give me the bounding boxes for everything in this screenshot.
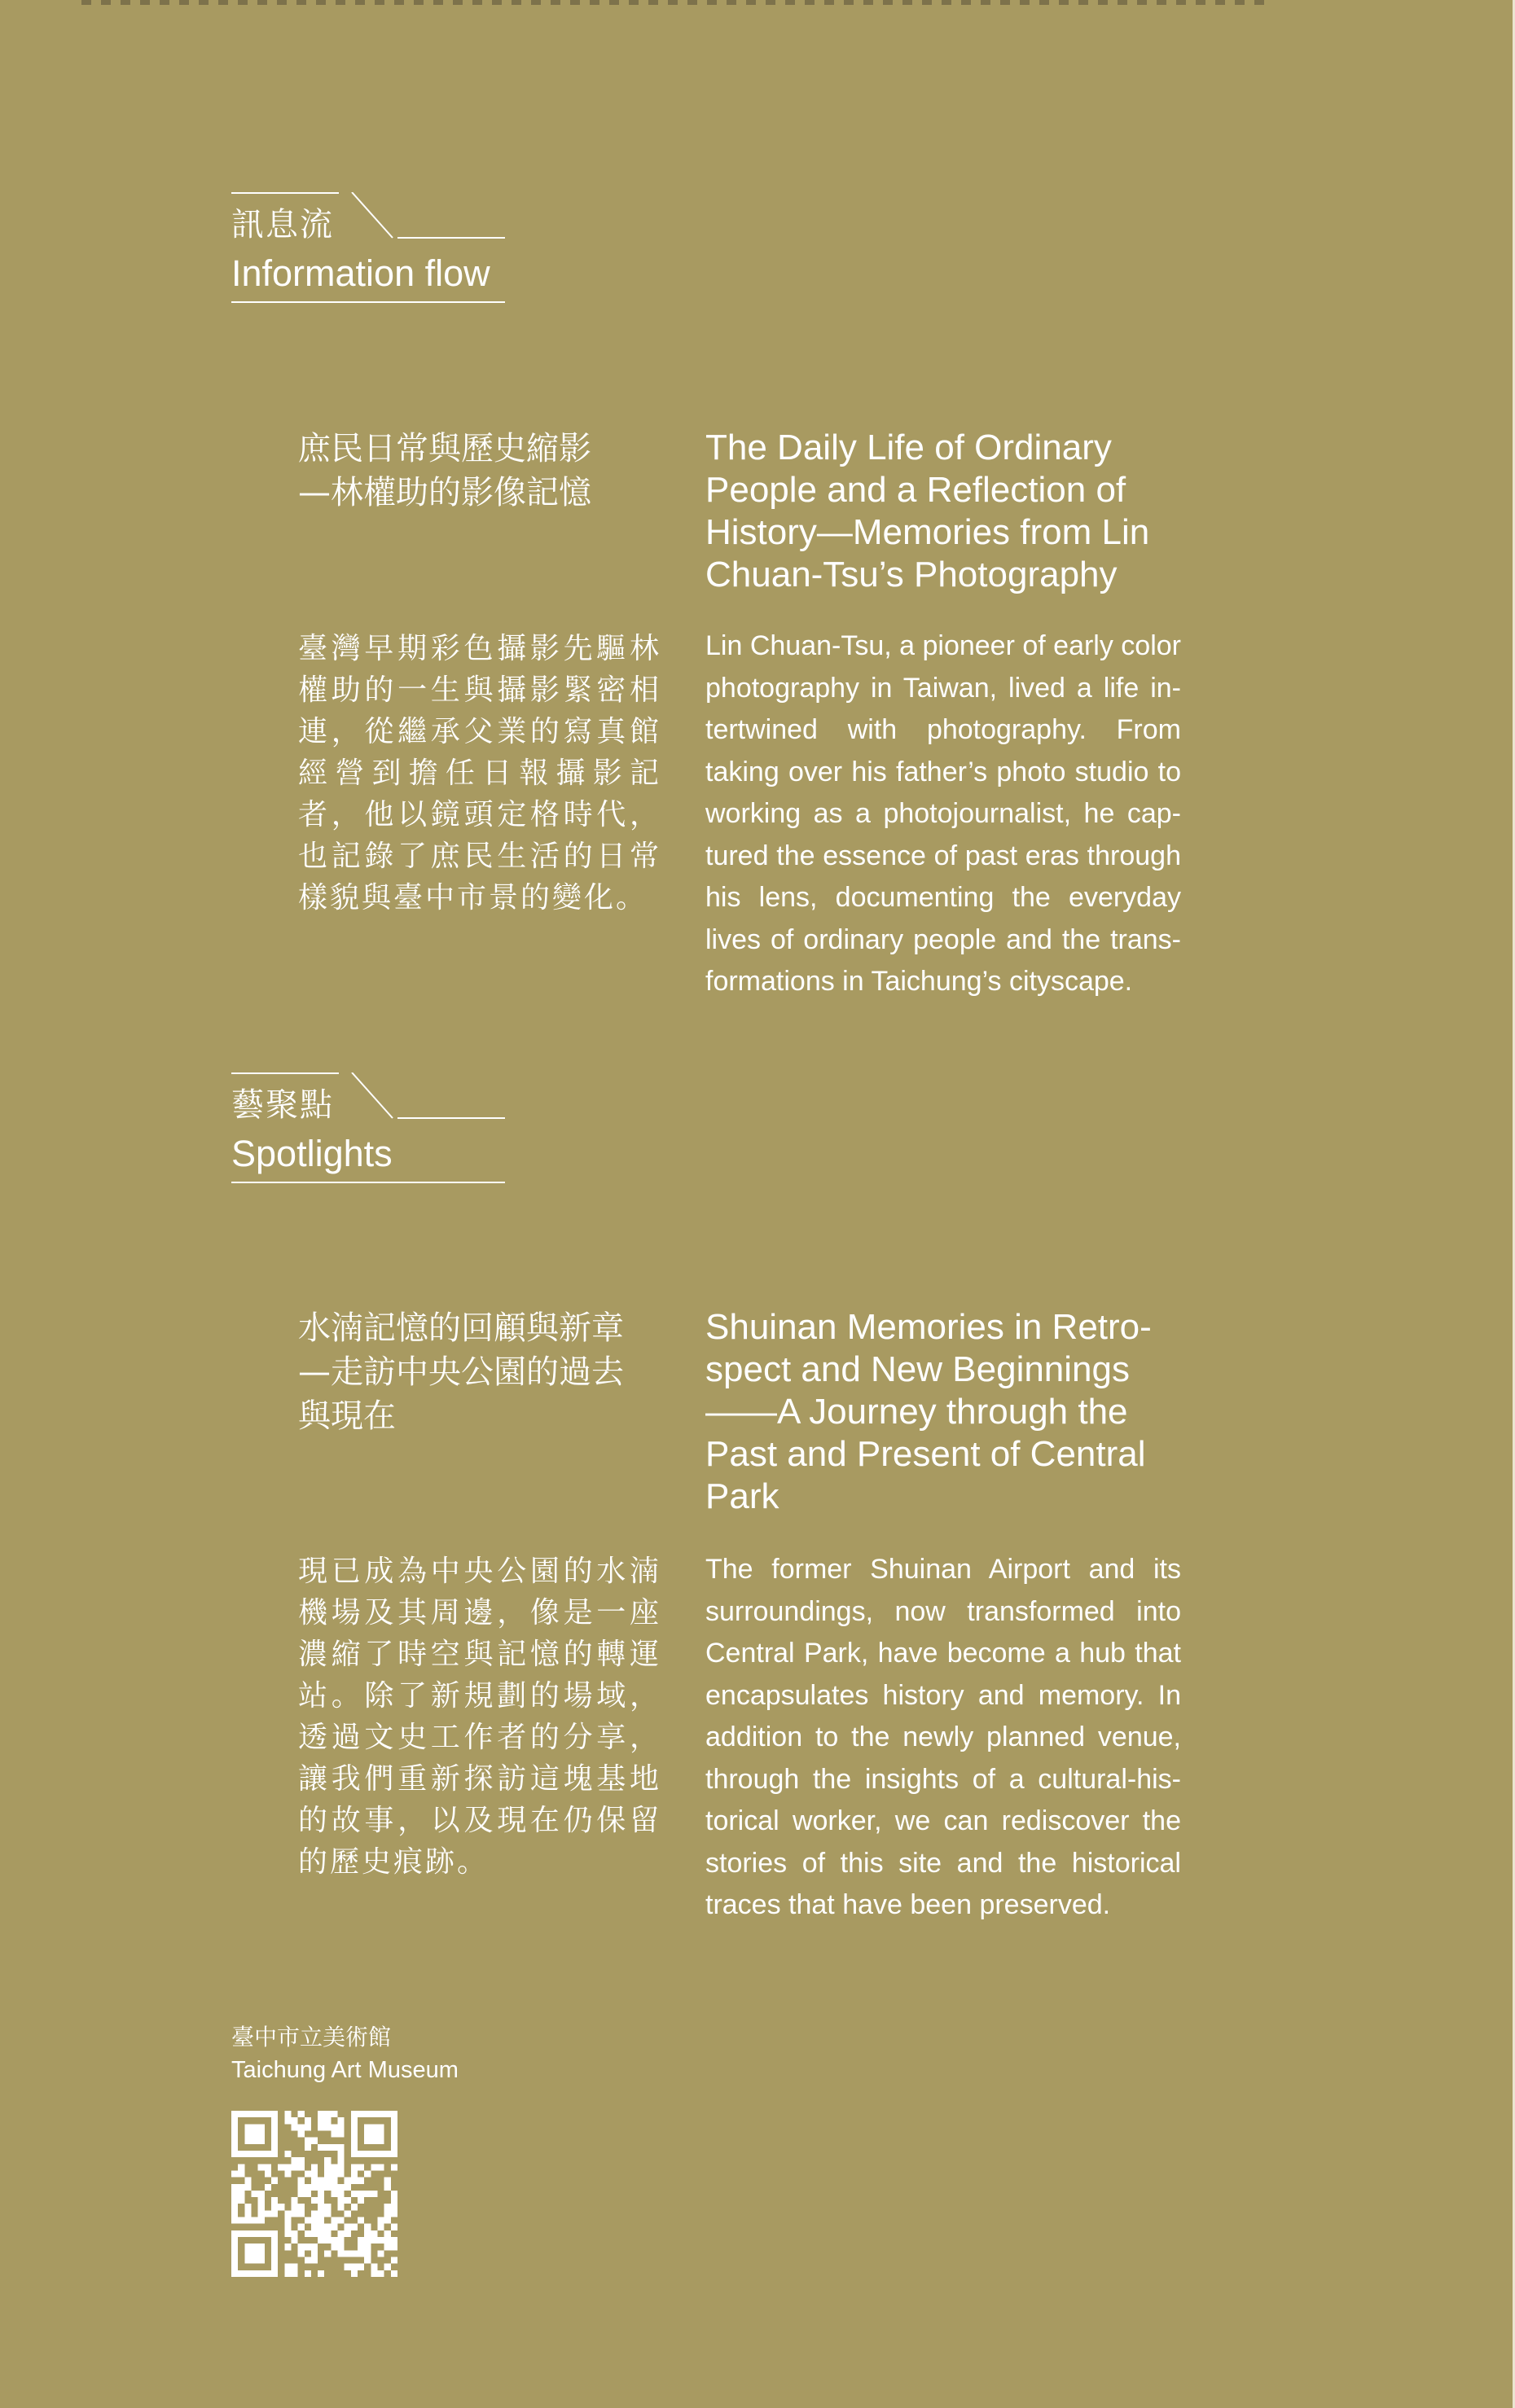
heading-rule-bottom (231, 1182, 505, 1183)
article-title-zh: 庶民日常與歷史縮影 —林權助的影像記憶 (298, 430, 591, 511)
article-1-en-body (705, 625, 1181, 1003)
article-1-zh (298, 427, 661, 515)
section-heading-en: Information flow (231, 252, 490, 294)
top-dashed-border (81, 0, 1271, 5)
article-title-en: Shuinan Memories in Retro- spect and New Beginnings ——A Journey through the Past and Present of Central Park (705, 1307, 1152, 1516)
article-title-zh: 水湳記憶的回顧與新章 —走訪中央公園的過去 與現在 (298, 1309, 624, 1435)
heading-rule-middle (397, 237, 505, 239)
museum-name-zh: 臺中市立美術館 (231, 2024, 392, 2051)
article-2-zh-body (298, 1551, 661, 1883)
article-body-en: The former Shuinan Airport and its surroundings, now transformed into Central Park, have become a hub that encapsulates history and memory. In addition to the newly planned venue, through the insights of a cultural-his-torical worker, we can rediscover the stories of this site and the historical traces that have been preserved. (705, 1554, 1181, 1920)
heading-rule-middle (397, 1117, 505, 1119)
article-body-en: Lin Chuan-Tsu, a pioneer of early color photography in Taiwan, lived a life in-tertwined with photography. From taking over his father’s photo studio to working as a photojournalist, he cap-tured the essence of past eras through his lens, documenting the everyday lives of ordinary people and the trans-formations in Taichung’s cityscape. (705, 630, 1181, 997)
section-heading-information-flow (231, 192, 505, 306)
museum-name-en: Taichung Art Museum (231, 2057, 459, 2083)
section-heading-en: Spotlights (231, 1133, 393, 1174)
section-heading-spotlights (231, 1072, 505, 1186)
article-title-en: The Daily Life of Ordinary People and a Reflection of History—Memories from Lin Chuan-Tsu’s Photography (705, 428, 1150, 594)
article-2-en-body (705, 1549, 1181, 1927)
qr-code[interactable] (231, 2111, 397, 2277)
section-heading-zh: 藝聚點 (231, 1086, 334, 1124)
heading-rule-bottom (231, 301, 505, 303)
article-body-zh: 現已成為中央公園的水湳機場及其周邊，像是一座濃縮了時空與記憶的轉運站。除了新規劃的場域，透過文史工作者的分享，讓我們重新探訪這塊基地的故事，以及現在仍保留的歷史痕跡。 (298, 1555, 661, 1879)
article-body-zh: 臺灣早期彩色攝影先驅林權助的一生與攝影緊密相連，從繼承父業的寫真館經營到擔任日報攝影記者，他以鏡頭定格時代，也記錄了庶民生活的日常樣貌與臺中市景的變化。 (298, 632, 661, 915)
section-heading-zh: 訊息流 (231, 206, 334, 243)
article-1-en (705, 427, 1181, 596)
article-1-zh-body (298, 628, 661, 919)
article-2-zh (298, 1306, 661, 1438)
article-2-en (705, 1306, 1181, 1518)
